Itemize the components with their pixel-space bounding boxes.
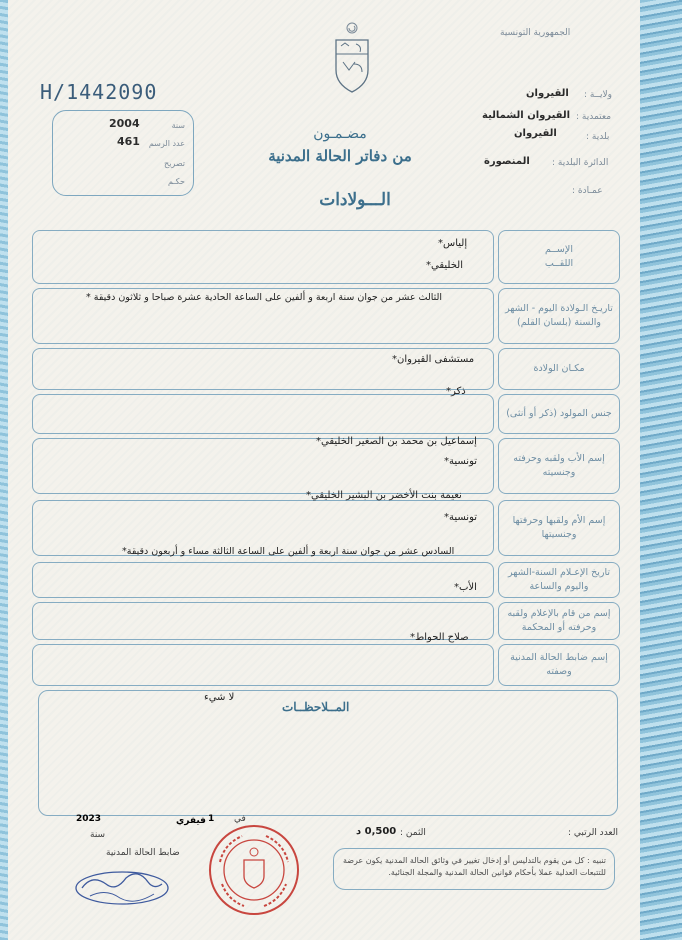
surname-label: اللقــب [544, 258, 574, 269]
declaration-label: تصريح [164, 159, 185, 168]
municipal-stamp-icon [206, 822, 302, 918]
mother-label: إسم الأم ولقبها وحرفتها وجنسيتها [498, 500, 620, 556]
registers-subtitle: من دفاتر الحالة المدنية [268, 147, 412, 165]
declarant-value: الأب* [454, 582, 477, 593]
officer-label: إسم ضابط الحالة المدنية وصفته [498, 644, 620, 686]
year-suffix-label: سنة [90, 830, 106, 840]
notes-title: المــلاحظــات [282, 700, 350, 714]
father-nationality-value: تونسية* [444, 456, 478, 467]
birth-place-value: مستشفى القيروان* [392, 354, 475, 365]
family-name-value: الخليقي* [426, 260, 464, 271]
province-value: القيروان [526, 88, 569, 99]
officer-name-value: صلاح الحواط* [410, 632, 469, 643]
serial-number-label: العدد الرتبي : [568, 828, 619, 838]
district-value: المنصورة [484, 156, 530, 167]
record-number-value: 461 [117, 135, 140, 148]
district-label: الدائرة البلدية : [552, 158, 609, 168]
judgment-label: حكـم [167, 177, 185, 186]
decorative-border-right [640, 0, 682, 940]
sex-label: جنس المولود (ذكر أو أنثى) [498, 394, 620, 434]
registration-number: H/1442090 [40, 80, 158, 104]
legal-warning-box: تنبيه : كل من يقوم بالتدليس أو إدخال تغيير في وثائق الحالة المدنية يكون عرضة للتتبعات العدلية عملا بأحكام قوانين الحالة المدنية والمجلة الجنائية. [333, 848, 615, 890]
issue-year: 2023 [76, 814, 102, 824]
name-label-box [498, 230, 620, 284]
delegation-value: القيروان الشمالية [482, 110, 571, 121]
delegation-label: معتمدية : [576, 112, 612, 122]
birth-date-value: الثالث عشر من جوان سنة اربعة و ألفين على الساعة الحادية عشرة صباحا و ثلاثون دقيقة * [86, 292, 443, 303]
name-value-box [32, 230, 494, 284]
birth-place-label: مكـان الولادة [498, 348, 620, 390]
municipality-value: القيروان [514, 128, 557, 139]
issue-day: 1 [208, 814, 215, 824]
record-number-label: عدد الرسم [148, 139, 185, 148]
declaration-date-value-box [32, 562, 494, 598]
issue-label: في [234, 814, 246, 824]
given-name-value: إلياس* [438, 238, 468, 249]
officer-signature-icon [72, 858, 172, 914]
price-value: 0,500 د [356, 826, 397, 837]
father-label: إسم الأب ولقبه وحرفته وجنسيته [498, 438, 620, 494]
birth-date-label: تاريـخ الـولادة اليوم - الشهر والسنة (بلسان القلم) [498, 288, 620, 344]
republic-heading: الجمهورية التونسية [500, 28, 571, 38]
price-label: الثمن : [400, 828, 426, 838]
officer-title: ضابط الحالة المدنية [106, 848, 180, 858]
declaration-date-value: السادس عشر من جوان سنة اربعة و ألفين على الساعة الثالثة مساء و أربعون دقيقة* [122, 546, 455, 557]
year-value: 2004 [109, 117, 140, 130]
tunisia-coat-of-arms-icon [332, 18, 372, 98]
sex-value: ذكر* [446, 386, 466, 397]
mother-name-value: نعيمة بنت الأخضر بن البشير الخليقي* [306, 490, 462, 501]
declaration-date-label: تاريخ الإعـلام السنة-الشهر واليوم والساعة [498, 562, 620, 598]
issue-month: فيفري [176, 816, 206, 826]
year-label: سنة [171, 121, 185, 130]
name-label: الإســم [545, 244, 573, 256]
officer-value-box [32, 644, 494, 686]
extract-title: مضـمـون [313, 126, 367, 142]
reference-box [52, 110, 194, 196]
father-name-value: إسماعيل بن محمد بن الصغير الخليقي* [316, 436, 477, 447]
births-heading: الـــولادات [319, 190, 391, 210]
province-label: ولايــة : [584, 90, 612, 100]
mother-nationality-value: تونسية* [444, 512, 478, 523]
declarant-label: إسم من قام بالإعلام ولقبه وحرفته أو المحكمة [498, 602, 620, 640]
sex-value-box [32, 394, 494, 434]
notes-value: لا شيء [204, 692, 235, 703]
municipality-label: بلدية : [586, 132, 610, 142]
sector-label: عمـادة : [572, 186, 603, 196]
